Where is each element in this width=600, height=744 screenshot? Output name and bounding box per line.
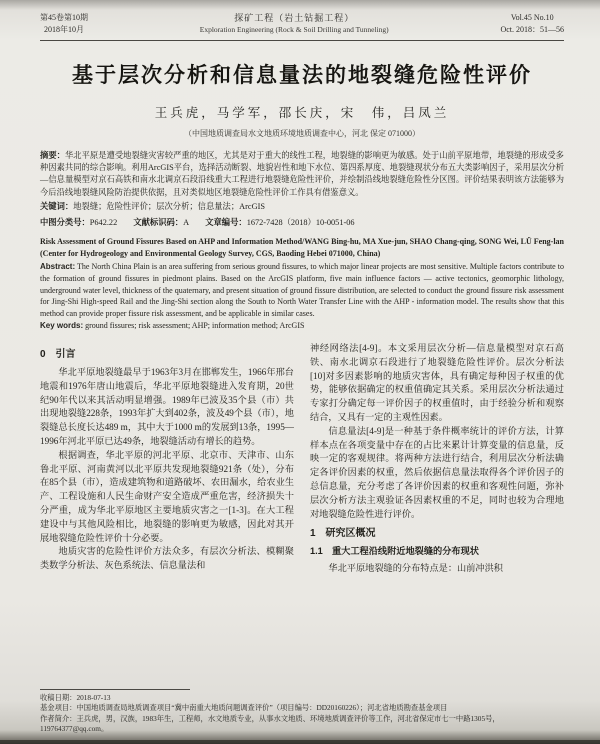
body-column-left — [40, 342, 294, 660]
english-abstract-label: Abstract: — [40, 262, 76, 272]
footnote-funding: 基金项目：中国地质调查局地质调查项目“冀中南重大地质问题调查评价”（项目编号：DD20160226）；河北省地质勘查基金项目 — [40, 703, 448, 713]
keywords-cn — [40, 200, 564, 213]
journal-header — [40, 12, 564, 36]
body-paragraph: 神经网络法[4-9]。本文采用层次分析—信息量模型对京石高铁、南水北调京石段进行了地裂缝危险性评价。层次分析法[10]对多因素影响的地质灾害体，具有确定每种因子权重的优势，能够依据确定的权重值确定其关系。采用层次分析法通过专家打分确定每一评价因子的权重值时，由于经验分析和观察结合，又具有一定的主观性因素。 — [310, 343, 564, 422]
journal-name-cn: 探矿工程（岩土钻掘工程） — [234, 13, 355, 23]
keywords-cn-label: 关键词： — [40, 200, 74, 211]
body-paragraph: 华北平原地裂缝的分布特点是：山前冲洪积 — [328, 563, 503, 574]
paper-title: 基于层次分析和信息量法的地裂缝危险性评价 — [72, 63, 532, 87]
section-heading-study-area: 1 研究区概况 — [310, 528, 376, 540]
journal-name-en: Exploration Engineering (Rock & Soil Drilling and Tunneling) — [199, 25, 389, 35]
issue-info-en — [500, 12, 564, 35]
authors-line: 王兵虎，马学军，邵长庆，宋 伟，吕凤兰 — [154, 105, 450, 120]
subsection-heading-distribution: 1.1 重大工程沿线附近地裂缝的分布现状 — [310, 546, 479, 557]
journal-name — [88, 12, 500, 36]
body-paragraph: 根据调查，华北平原的河北平原、北京市、天津市、山东鲁北平原、河南黄河以北平原共发现地裂缝921条（处），分布在85个县（市），造成建筑物和道路破坏、农田漏水，给农业生产、工程设施和人民生命财产安全造成严重危害，经济损失十分严重，成为华北平原地区主要地质灾害之一[1-3]。在大工程建设中与其他风险相比，地裂缝的影响更为敏感，因此对其开展地裂缝危险性评价十分必要。 — [40, 449, 294, 543]
body-paragraph: 华北平原地裂缝最早于1963年3月在邯郸发生，1966年邢台地震和1976年唐山地震后，华北平原地裂缝进入发育期，20世纪90年代以来其活动明显增强。1989年已波及35个县（市）共出现地裂缝228条，1993年扩大到402条，波及49个县（市），地裂缝总长度长达489 m，其中大于1000 m的发展到13条，1995—1996年河北平原已达49条，地裂缝活动有增长的趋势。 — [40, 367, 294, 446]
clc-number: 中图分类号：P642.22 — [40, 217, 118, 228]
header-divider — [40, 40, 564, 41]
document-code: 文献标识码：A — [133, 217, 190, 228]
english-title: Risk Assessment of Ground Fissures Based on AHP and Information Method/WANG Bing-hu, MA Xue-jun, SHAO Chang-qing, SONG Wei, LÜ Feng-lan (Center for Hydrogeology and Environmental Geology Survey, CGS, Baoding Hebei 071000, China) — [40, 237, 564, 258]
footnote-author-email: 119764377@qq.com。 — [40, 724, 109, 734]
issue-date-cn: 2018年10月 — [44, 24, 84, 34]
english-abstract-text: The North China Plain is an area suffering from serious ground fissures, to which major linear projects are most sensitive. Multiple factors contribute to the formation of ground fissures in piedmont plains. Based on the ArcGIS platform, five main influence factors — active tectonics, geomorphic lithology, underground water level, thickness of the quaternary, and present situation of ground fissure distribution, are selected to conduct the ground fissure risk assessment for Jing-Shi High-speed Rail and the Jing-Shi section along the South to North Water Transfer Line with the AHP - information model. The results show that this method can provide proper fissure risk assessment, and be applicable in similar cases. — [40, 262, 564, 318]
issue-pages-en: Oct. 2018：51—56 — [500, 24, 564, 34]
body-paragraph: 信息量法[4-9]是一种基于条件概率统计的评价方法，计算样本点在各项变量中存在的占比来累计计算变量的信息量，反映一定的客观规律。将两种方法进行结合，利用层次分析法确定各评价因素的权重，然后依据信息量法取得各个评价因子的总信息量，充分考虑了各评价因素的权重和客观性问题，弥补层次分析方法主观验证各因素权重的不足，同时也较为合理地对地裂缝危险性进行评价。 — [310, 425, 564, 519]
issue-volume-cn: 第45卷第10期 — [40, 13, 88, 22]
abstract-cn — [40, 149, 564, 199]
english-block — [40, 236, 564, 332]
section-heading-introduction: 0 引言 — [40, 349, 76, 360]
scan-edge — [0, 740, 600, 744]
body-columns — [40, 342, 564, 660]
issue-info-cn — [40, 12, 88, 35]
body-paragraph: 地质灾害的危险性评价方法众多，有层次分析法、模糊聚类数学分析法、灰色系统法、信息量法和 — [40, 546, 294, 571]
classification-line — [40, 216, 564, 228]
body-column-right — [310, 342, 564, 660]
issue-volume-en: Vol.45 No.10 — [510, 13, 554, 22]
article-id: 文章编号：1672-7428（2018）10-0051-06 — [205, 217, 355, 228]
abstract-cn-text: 华北平原是遭受地裂缝灾害较严重的地区，尤其是对于重大的线性工程，地裂缝的影响更为敏感。处于山前平原地带，地裂缝的形成受多种因素共同的综合影响。利用ArcGIS平台，选择活动断裂、地貌岩性和地下水位、第四系厚度、地裂缝现状分布五大类影响因子，采用层次分析—信息量模型对京石高铁和南水北调京石段沿线重大工程进行地裂缝危险性评价，并绘制沿线地裂缝危险性分区图。评价结果表明该方法能够为今后沿线地裂缝风险防治提供依据，且对类似地区地裂缝危险性评价工作具有借鉴意义。 — [40, 150, 564, 197]
footnote-block — [40, 689, 564, 735]
footnote-author-bio: 作者简介：王兵虎，男，汉族，1983年生，工程师，水文地质专业，从事水文地质、环境地质调查评价等工作，河北省保定市七一中路1305号， — [40, 713, 500, 723]
footnote-divider — [40, 689, 190, 690]
english-keywords-text: ground fissures; risk assessment; AHP; information method; ArcGIS — [85, 321, 305, 331]
footnote-received-date: 收稿日期：2018-07-13 — [40, 692, 111, 702]
abstract-cn-label: 摘要： — [40, 149, 65, 160]
english-abstract — [40, 261, 564, 319]
affiliation-line: （中国地质调查局水文地质环境地质调查中心，河北 保定 071000） — [184, 128, 420, 138]
keywords-cn-text: 地裂缝；危险性评价；层次分析；信息量法；ArcGIS — [73, 201, 265, 211]
english-keywords-label: Key words: — [40, 321, 84, 331]
english-keywords — [40, 320, 564, 332]
